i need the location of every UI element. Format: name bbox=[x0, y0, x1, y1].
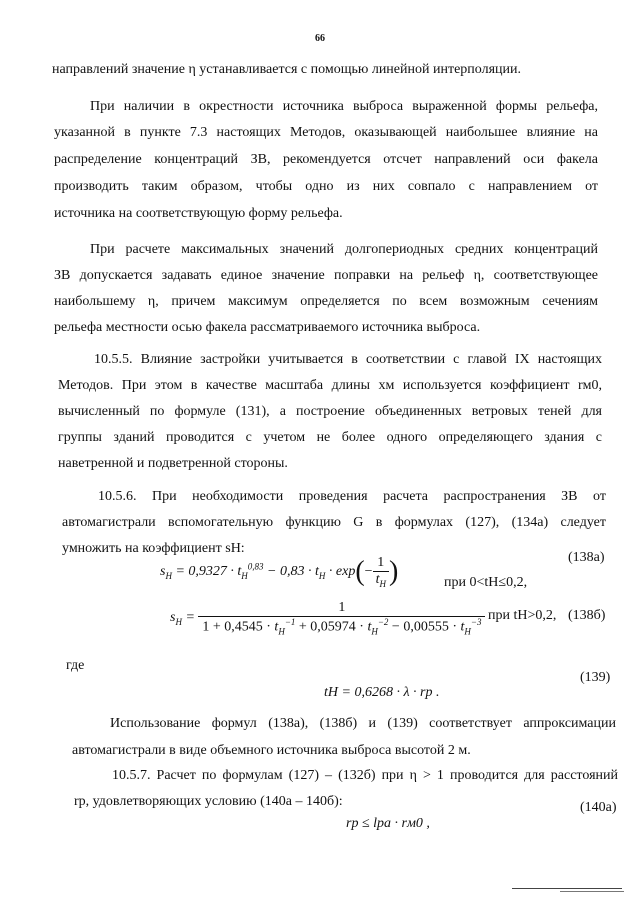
text-line-1: направлений значение η устанавливается с помощью линейной интерполяции. bbox=[52, 62, 522, 77]
formula-138a-number: (138а) bbox=[568, 550, 605, 565]
text-where: где bbox=[66, 658, 85, 673]
text-line-3: указанной в пункте 7.3 настоящих Методов, оказывающей наибольшее влияние на bbox=[54, 125, 598, 140]
text-line-14: группы зданий проводится с учетом не более одного определяющего здания с bbox=[58, 430, 602, 445]
frac-numerator: 1 bbox=[373, 555, 389, 572]
text-line-8: ЗВ допускается задавать единое значение поправки на рельеф η, соответствующее bbox=[54, 268, 598, 283]
formula-138b-condition: при tН>0,2, bbox=[488, 608, 557, 623]
paren-left: ( bbox=[355, 555, 365, 587]
fraction-1-over-tn bbox=[373, 555, 389, 589]
formula-140a: rр ≤ lра · rм0 , bbox=[346, 816, 430, 831]
formula-139: tН = 0,6268 · λ · rр . bbox=[324, 685, 440, 700]
text-line-2: При наличии в окрестности источника выброса выраженной формы рельефа, bbox=[90, 99, 598, 114]
formula-138a-condition: при 0<tН≤0,2, bbox=[444, 575, 528, 590]
text-line-4: распределение концентраций ЗВ, рекомендуется отсчет направлений оси факела bbox=[54, 152, 598, 167]
formula-138b bbox=[170, 600, 485, 636]
text-line-7: При расчете максимальных значений долгопериодных средних концентраций bbox=[90, 242, 598, 257]
text-line-12: Методов. При этом в качестве масштаба длины xм используется коэффициент rм0, bbox=[58, 378, 602, 393]
formula-139-number: (139) bbox=[580, 670, 611, 685]
text-line-9: наибольшему η, причем максимум определяется по всем возможным сечениям bbox=[54, 294, 598, 309]
page-number: 66 bbox=[315, 33, 325, 44]
text-line-11: 10.5.5. Влияние застройки учитывается в соответствии с главой IX настоящих bbox=[94, 352, 602, 367]
formula-138b-lhs: $s_Н$ = bbox=[170, 609, 199, 627]
text-line-22: rр, удовлетворяющих условию (140а – 140б): bbox=[74, 794, 343, 809]
text-line-5: производить таким образом, чтобы одно из них совпало с направлением от bbox=[54, 179, 598, 194]
text-line-13: вычисленный по формуле (131), а построение объединенных ветровых теней для bbox=[58, 404, 602, 419]
text-line-19: Использование формул (138а), (138б) и (139) соответствует аппроксимации bbox=[110, 716, 616, 731]
frac-denominator: $t_Н$ bbox=[375, 572, 386, 589]
scan-edge-line bbox=[512, 888, 622, 889]
text-line-16: 10.5.6. При необходимости проведения расчета распространения ЗВ от bbox=[98, 489, 606, 504]
formula-138a bbox=[160, 555, 398, 589]
scan-edge-line-2 bbox=[560, 891, 624, 892]
minus-sign: − bbox=[364, 564, 373, 580]
formula-138a-body: $s_Н = 0,9327 \cdot t_Н^{0,83} - 0,83 \cdot t_Н \cdot \exp$ bbox=[160, 561, 356, 581]
fraction-138b bbox=[198, 600, 485, 636]
text-line-10: рельефа местности осью факела рассматриваемого источника выброса. bbox=[54, 320, 481, 335]
text-line-18: умножить на коэффициент sН: bbox=[62, 541, 245, 556]
text-line-15: наветренной и подветренной стороны. bbox=[58, 456, 288, 471]
frac-138b-numerator: 1 bbox=[198, 600, 485, 617]
text-line-17: автомагистрали вспомогательную функцию G в формулах (127), (134а) следует bbox=[62, 515, 606, 530]
paren-right: ) bbox=[388, 555, 399, 587]
frac-138b-denominator: $1 + 0,4545 \cdot t_Н^{-1} + 0,05974 \cdot t_Н^{-2} - 0,00555 \cdot t_Н^{-3}$ bbox=[202, 617, 482, 637]
formula-138b-number: (138б) bbox=[568, 608, 606, 623]
text-line-20: автомагистрали в виде объемного источника выброса высотой 2 м. bbox=[72, 743, 471, 758]
formula-140a-number: (140а) bbox=[580, 800, 617, 815]
text-line-21: 10.5.7. Расчет по формулам (127) – (132б) при η > 1 проводится для расстояний bbox=[112, 768, 618, 783]
text-line-6: источника на соответствующую форму рельефа. bbox=[54, 206, 343, 221]
